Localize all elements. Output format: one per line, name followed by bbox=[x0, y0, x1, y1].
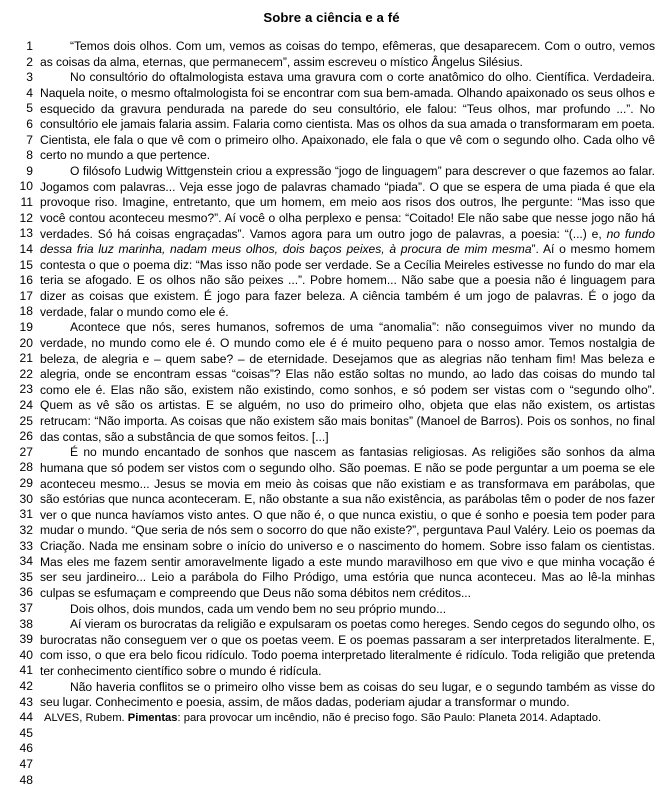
poem-quote-italic: no fundo dessa fria luz marinha, nadam meus olhos, dois baços peixes, à procura de mim mesma bbox=[40, 226, 655, 257]
line-number: 24 bbox=[19, 398, 33, 413]
line-number: 46 bbox=[19, 741, 33, 756]
source-citation bbox=[44, 711, 657, 726]
line-number: 15 bbox=[19, 257, 33, 272]
line-number: 21 bbox=[19, 351, 33, 366]
line-number: 28 bbox=[19, 460, 33, 475]
line-number: 36 bbox=[19, 585, 33, 600]
page-title: Sobre a ciência e a fé bbox=[263, 10, 400, 25]
line-number: 14 bbox=[19, 241, 33, 256]
line-number: 45 bbox=[19, 725, 33, 740]
line-number: 20 bbox=[19, 335, 33, 350]
line-number: 12 bbox=[19, 210, 33, 225]
line-number: 3 bbox=[26, 70, 33, 85]
line-number: 22 bbox=[19, 366, 33, 381]
paragraph-3-part2: ”. Aí o mesmo homem contesta o que o poema diz: “Mas isso não pode ser verdade. Se a Cecília Meireles estivesse no fundo do mar ela teria se afogado. E os olhos não são peixes ...”. Pobre homem... Não sabe que a poesia não é linguagem para dizer as coisas que existem. É jogo para fazer beleza. A ciência também é um jogo de palavras. É o jogo da verdade, falar o mundo como ele é. bbox=[40, 242, 655, 319]
line-number: 40 bbox=[19, 647, 33, 662]
line-number: 16 bbox=[19, 273, 33, 288]
line-number: 26 bbox=[19, 429, 33, 444]
line-number: 41 bbox=[19, 663, 33, 678]
line-number: 42 bbox=[19, 678, 33, 693]
paragraph-5: É no mundo encantado de sonhos que nascem as fantasias religiosas. As religiões são sonhos da alma humana que só podem ser vistos com o segundo olho. São poemas. E não se pode perguntar a um poema se ele aconteceu mesmo... Jesus se movia em meio às coisas que não existiam e as transformava em parábolas, que são estórias que nunca aconteceram. E, não obstante a sua não existência, as parábolas têm o poder de nos fazer ver o que nunca havíamos visto antes. O que não é, o que nunca existiu, o que é sonho e poesia tem poder para mudar o mundo. “Que seria de nós sem o socorro do que não existe?”, perguntava Paul Valéry. Leio os poemas da Criação. Nada me ensinam sobre o início do universo e o nascimento do homem. Sobre isso falam os cientistas. Mas eles me fazem sentir amoravelmente ligado a este mundo maravilhoso em que vivo e que minha vocação é ser seu jardineiro... Leio a parábola do Filho Pródigo, uma estória que nunca aconteceu. Mas ao lê-la minhas culpas se esfumaçam e compreendo que Deus não soma débitos nem créditos... bbox=[40, 445, 655, 600]
line-number: 37 bbox=[19, 600, 33, 615]
line-number: 39 bbox=[19, 632, 33, 647]
line-number: 38 bbox=[19, 616, 33, 631]
paragraph-4: Acontece que nós, seres humanos, sofremos de uma “anomalia”: não conseguimos viver no mundo da verdade, no mundo como ele é. O mundo como ele é é muito pequeno para o nosso amor. Temos nostalgia de beleza, de alegria e – quem sabe? – de eternidade. Desejamos que as alegrias não tenham fim! Mas beleza e alegria, onde se encontram essas “coisas”? Elas não estão soltas no mundo, ao lado das coisas do mundo tal como ele é. Elas não são, existem não existindo, como sonhos, e só podem ser vistas com o “segundo olho”. Quem as vê são os artistas. E se alguém, no uso do primeiro olho, objeta que elas não existem, os artistas retrucam: “Não importa. As coisas que não existem são mais bonitas” (Manoel de Barros). Pois os sonhos, no final das contas, são a substância de que somos feitos. [...] bbox=[40, 320, 655, 444]
line-number: 48 bbox=[19, 772, 33, 787]
line-number-gutter bbox=[0, 39, 33, 788]
line-number: 2 bbox=[26, 54, 33, 69]
line-number: 8 bbox=[26, 148, 33, 163]
line-number: 18 bbox=[19, 304, 33, 319]
line-number: 35 bbox=[19, 569, 33, 584]
line-number: 17 bbox=[19, 288, 33, 303]
line-number: 43 bbox=[19, 694, 33, 709]
line-number: 4 bbox=[26, 85, 33, 100]
line-number: 1 bbox=[26, 39, 33, 53]
line-number: 7 bbox=[26, 132, 33, 147]
line-number: 27 bbox=[19, 444, 33, 459]
line-number: 6 bbox=[26, 117, 33, 132]
line-number: 33 bbox=[19, 538, 33, 553]
paragraph-1: “Temos dois olhos. Com um, vemos as coisas do tempo, efêmeras, que desaparecem. Com o outro, vemos as coisas da alma, eternas, que permanecem”, assim escreveu o místico Ângelus Silésius. bbox=[40, 39, 655, 69]
line-number: 23 bbox=[19, 382, 33, 397]
line-number: 30 bbox=[19, 491, 33, 506]
line-number: 5 bbox=[26, 101, 33, 116]
line-number: 25 bbox=[19, 413, 33, 428]
line-number: 19 bbox=[19, 319, 33, 334]
line-number: 9 bbox=[26, 163, 33, 178]
paragraph-8: Não haveria conflitos se o primeiro olho visse bem as coisas do seu lugar, e o segundo também as visse do seu lugar. Conhecimento e poesia, assim, de mãos dadas, poderiam ajudar a transformar o mundo. bbox=[40, 679, 655, 710]
paragraph-3 bbox=[40, 164, 655, 320]
line-number: 31 bbox=[19, 507, 33, 522]
source-details: : para provocar um incêndio, não é preciso fogo. São Paulo: Planeta 2014. Adaptado. bbox=[177, 711, 602, 724]
line-number: 34 bbox=[19, 554, 33, 569]
paragraph-3-part1: O filósofo Ludwig Wittgenstein criou a expressão “jogo de linguagem” para descrever o que fazemos ao falar. Jogamos com palavras... Veja esse jogo de palavras chamado “piada”. O que se espera de uma piada é que ela provoque riso. Imagine, entretanto, que um homem, em meio aos risos dos outros, lhe pergunte: “Mas isso que você contou aconteceu mesmo?”. Aí você o olha perplexo e pensa: “Coitado! Ele não sabe que nesse jogo não há verdades. Só há coisas engraçadas”. Vamos agora para um outro jogo de palavras, a poesia: “(...) e, bbox=[40, 164, 655, 241]
line-number: 10 bbox=[19, 179, 33, 194]
paragraph-2: No consultório do oftalmologista estava uma gravura com o corte anatômico do olho. Científica. Verdadeira. Naquela noite, o mesmo oftalmologista foi se encontrar com sua bem-amada. Olhando apaixonado os seus olhos e esquecido da gravura pendurada na parede do seu consultório, ele falou: “Teus olhos, mar profundo ...”. No consultório ele jamais falaria assim. Falaria como cientista. Mas os olhos da sua amada o transformaram em poeta. Cientista, ele fala o que vê com o primeiro olho. Apaixonado, ele fala o que vê com o segundo olho. Cada olho vê certo no mundo a que pertence. bbox=[40, 70, 655, 163]
line-number: 13 bbox=[19, 226, 33, 241]
line-number: 29 bbox=[19, 476, 33, 491]
line-number: 11 bbox=[20, 195, 33, 210]
source-work-title: Pimentas bbox=[127, 711, 178, 724]
line-number: 32 bbox=[19, 522, 33, 537]
paragraph-6: Dois olhos, dois mundos, cada um vendo bem no seu próprio mundo... bbox=[70, 601, 447, 616]
line-number: 44 bbox=[19, 710, 33, 725]
paragraph-7: Aí vieram os burocratas da religião e expulsaram os poetas como hereges. Sendo cegos do segundo olho, os burocratas não conseguem ver o que os poetas veem. E os poemas passaram a ser interpretados literalmente. E, com isso, o que era belo ficou ridículo. Todo poema interpretado literalmente é ridículo. Toda religião que pretenda ter conhecimento científico sobre o mundo é ridícula. bbox=[40, 617, 655, 678]
source-author: ALVES, Rubem. bbox=[44, 711, 128, 724]
line-number: 47 bbox=[19, 757, 33, 772]
text-column bbox=[40, 39, 655, 711]
